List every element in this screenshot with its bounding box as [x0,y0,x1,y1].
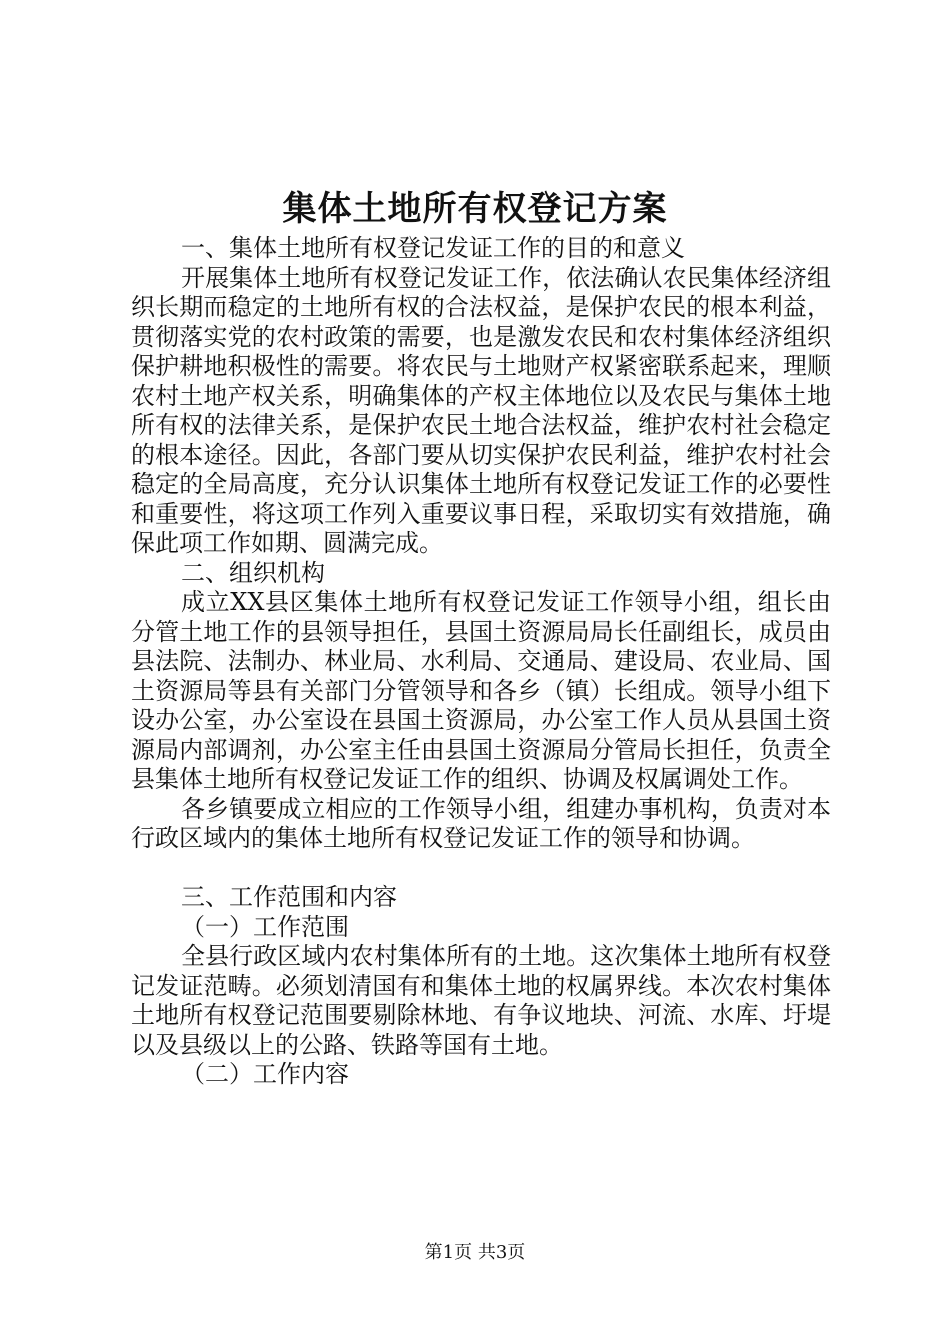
page-footer: 第1页 共3页 [424,1242,526,1263]
section-3-heading: 三、工作范围和内容 [181,883,397,911]
document-title: 集体土地所有权登记方案 [282,189,668,229]
section-3-subheading-2: （二）工作内容 [181,1060,349,1088]
section-1-heading: 一、集体土地所有权登记发证工作的目的和意义 [181,234,685,262]
section-3-subheading-1: （一）工作范围 [181,912,349,941]
document-body [131,234,831,1090]
paragraph-spacer [131,854,831,884]
section-3-paragraph-1: 全县行政区域内农村集体所有的土地。这次集体土地所有权登记发证范畴。必须划清国有和集体土地的权属界线。本次农村集体土地所有权登记范围要剔除林地、有争议地块、河流、水库、圩堤以及县级以上的公路、铁路等国有土地。 [131,942,831,1059]
section-2-paragraph-1: 成立XX县区集体土地所有权登记发证工作领导小组，组长由分管土地工作的县领导担任，县国土资源局局长任副组长，成员由县法院、法制办、林业局、水利局、交通局、建设局、农业局、国土资源局等县有关部门分管领导和各乡（镇）长组成。领导小组下设办公室，办公室设在县国土资源局，办公室工作人员从县国土资源局内部调剂，办公室主任由县国土资源局分管局长担任，负责全县集体土地所有权登记发证工作的组织、协调及权属调处工作。 [131,588,831,793]
section-2-heading: 二、组织机构 [181,558,325,587]
section-1-paragraph: 开展集体土地所有权登记发证工作，依法确认农民集体经济组织长期而稳定的土地所有权的合法权益，是保护农民的根本利益，贯彻落实党的农村政策的需要，也是激发农民和农村集体经济组织保护耕地积极性的需要。将农民与土地财产权紧密联系起来，理顺农村土地产权关系，明确集体的产权主体地位以及农民与集体土地所有权的法律关系，是保护农民土地合法权益，维护农村社会稳定的根本途径。因此，各部门要从切实保护农民利益，维护农村社会稳定的全局高度，充分认识集体土地所有权登记发证工作的必要性和重要性，将这项工作列入重要议事日程，采取切实有效措施，确保此项工作如期、圆满完成。 [131,263,831,557]
section-2-paragraph-2: 各乡镇要成立相应的工作领导小组，组建办事机构，负责对本行政区域内的集体土地所有权登记发证工作的领导和协调。 [131,794,831,852]
